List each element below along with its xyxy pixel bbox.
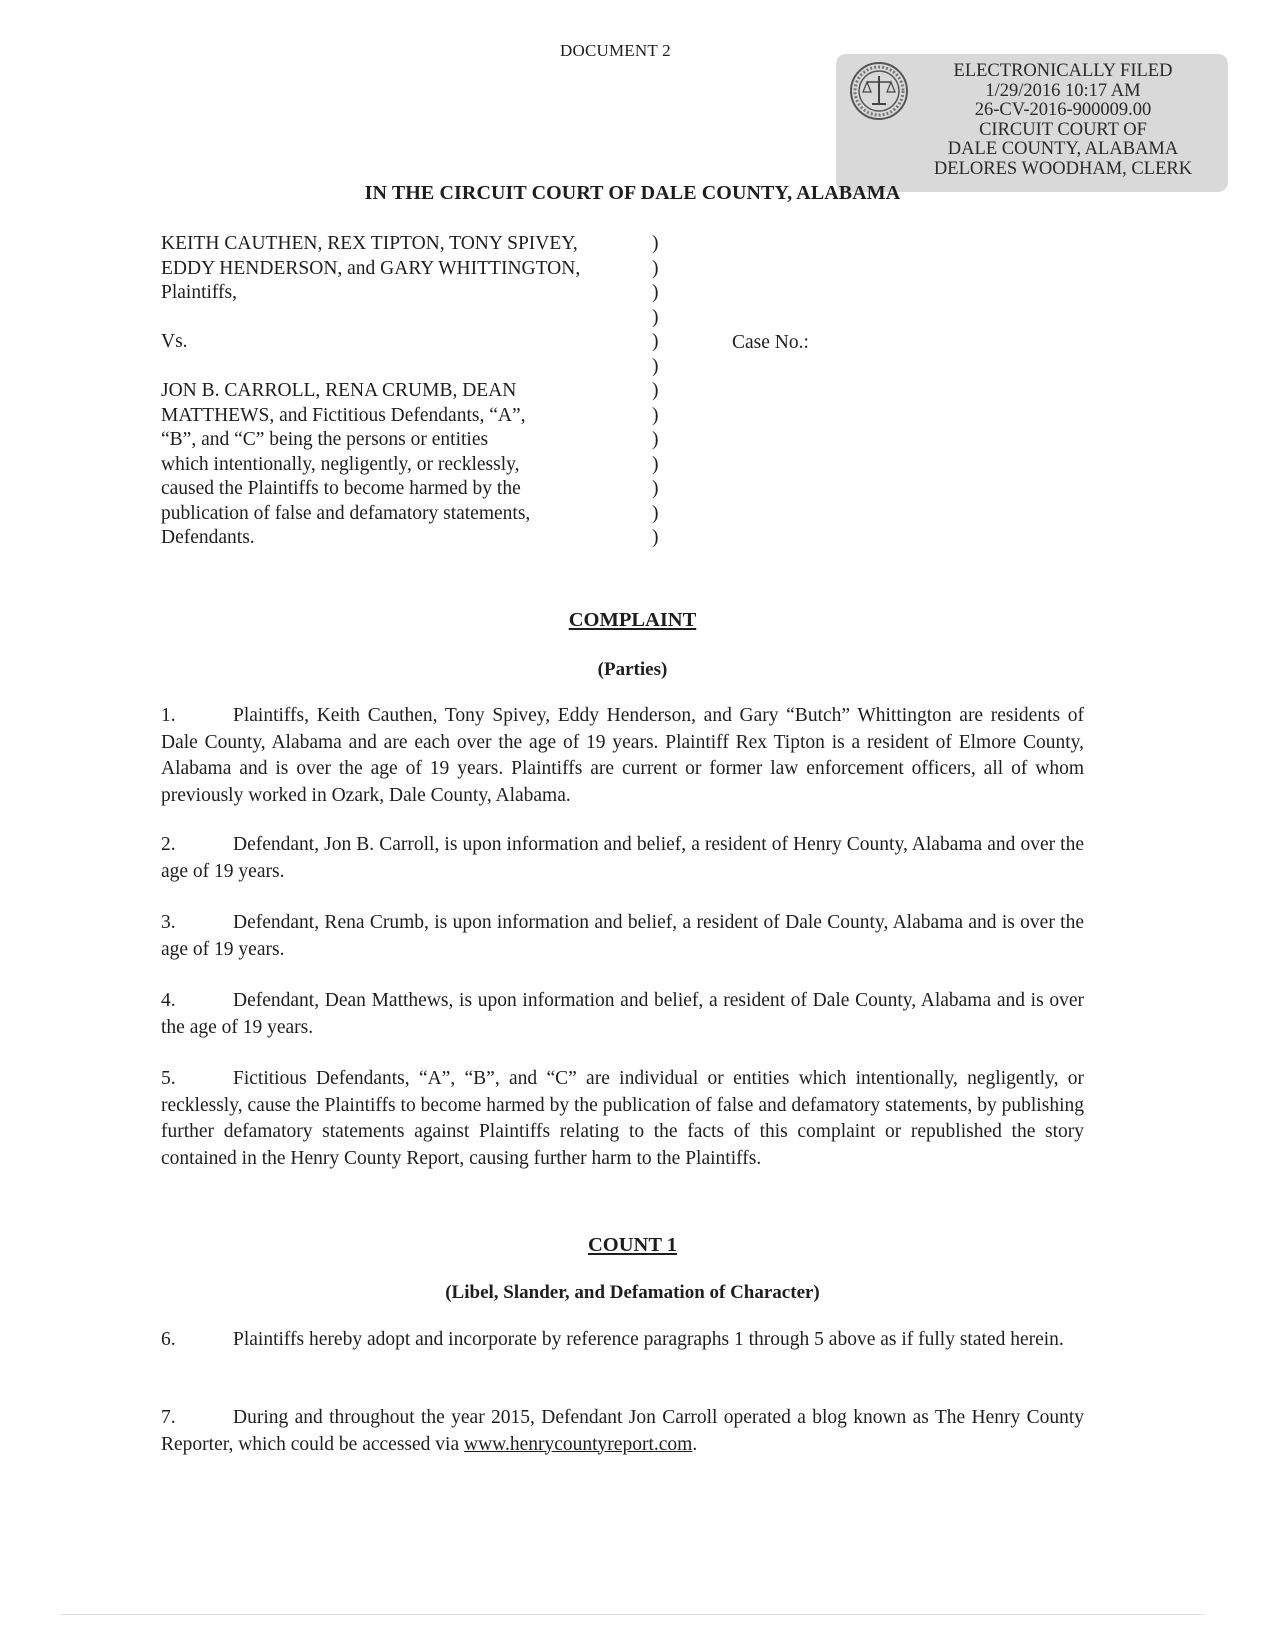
paragraph-number: 6. xyxy=(161,1329,176,1350)
caption-paren: ) xyxy=(652,478,659,499)
paragraph-text: Plaintiffs hereby adopt and incorporate by reference paragraphs 1 through 5 above as if fully stated herein. xyxy=(233,1329,1064,1350)
paragraph-5 xyxy=(161,1066,1084,1172)
paragraph-number: 1. xyxy=(161,705,176,726)
caption-paren: ) xyxy=(652,355,659,377)
court-heading: IN THE CIRCUIT COURT OF DALE COUNTY, ALABAMA xyxy=(364,182,901,204)
paragraph-number: 2. xyxy=(161,834,176,855)
paragraph-number: 3. xyxy=(161,912,176,933)
caption-paren: ) xyxy=(652,233,659,254)
caption-paren: ) xyxy=(652,527,659,548)
paragraph-trailing: . xyxy=(692,1433,698,1455)
caption-line: KEITH CAUTHEN, REX TIPTON, TONY SPIVEY, xyxy=(161,233,578,254)
caption-line: caused the Plaintiffs to become harmed by the xyxy=(161,478,521,499)
caption-paren: ) xyxy=(652,380,659,401)
parties-subtitle: (Parties) xyxy=(597,659,668,680)
paragraph-text: Fictitious Defendants, “A”, “B”, and “C” are individual or entities which intentionally, negligently, or recklessly, cause the Plaintiffs to become harmed by the publication of false and defamatory statements, by publishing further defamatory statements against Plaintiffs relating to the facts of this complaint or republished the story contained in the Henry County Report, causing further harm to the Plaintiffs. xyxy=(161,1068,1084,1169)
caption-line xyxy=(161,355,641,380)
caption-line: Vs. xyxy=(161,331,188,352)
caption-paren: ) xyxy=(652,502,659,524)
paragraph-text: During and throughout the year 2015, Defendant Jon Carroll operated a blog known as The Henry County Reporter, which could be accessed via xyxy=(161,1407,1084,1455)
caption-line: Defendants. xyxy=(161,527,255,548)
paragraph-text: Defendant, Rena Crumb, is upon information and belief, a resident of Dale County, Alabama and is over the age of 19 years. xyxy=(161,912,1084,960)
count-subtitle: (Libel, Slander, and Defamation of Character) xyxy=(445,1282,820,1303)
paragraph-1 xyxy=(161,703,1084,809)
filing-stamp xyxy=(836,54,1228,192)
caption-paren: ) xyxy=(652,282,659,303)
document-label: DOCUMENT 2 xyxy=(560,41,671,60)
stamp-line: CIRCUIT COURT OF xyxy=(979,119,1147,140)
paragraph-7 xyxy=(161,1405,1084,1458)
complaint-title: COMPLAINT xyxy=(568,609,697,631)
paragraph-text: Defendant, Dean Matthews, is upon information and belief, a resident of Dale County, Alabama and is over the age of 19 years. xyxy=(161,990,1084,1038)
stamp-line: DALE COUNTY, ALABAMA xyxy=(947,139,1179,160)
caption-paren: ) xyxy=(652,429,659,450)
caption-line: MATTHEWS, and Fictitious Defendants, “A”, xyxy=(161,404,526,426)
caption-paren: ) xyxy=(652,453,659,475)
stamp-line: ELECTRONICALLY FILED xyxy=(953,61,1173,81)
caption-paren: ) xyxy=(652,306,659,328)
caption-line: JON B. CARROLL, RENA CRUMB, DEAN xyxy=(161,380,517,401)
stamp-line: DELORES WOODHAM, CLERK xyxy=(933,158,1193,179)
paragraph-number: 4. xyxy=(161,990,176,1011)
paragraph-6 xyxy=(161,1327,1084,1354)
website-link[interactable]: www.henrycountyreport.com xyxy=(463,1433,693,1455)
caption-line: Plaintiffs, xyxy=(161,282,238,303)
count-title: COUNT 1 xyxy=(587,1234,678,1256)
paragraph-number: 5. xyxy=(161,1068,176,1089)
caption-line xyxy=(161,306,641,331)
caption-line: which intentionally, negligently, or recklessly, xyxy=(161,453,520,475)
paragraph-2 xyxy=(161,832,1084,885)
paragraph-number: 7. xyxy=(161,1407,176,1428)
caption-line: publication of false and defamatory statements, xyxy=(161,502,531,524)
caption-line: “B”, and “C” being the persons or entities xyxy=(161,429,489,450)
case-caption xyxy=(161,232,641,551)
paragraph-text: Defendant, Jon B. Carroll, is upon information and belief, a resident of Henry County, Alabama and over the age of 19 years. xyxy=(161,834,1084,882)
caption-paren: ) xyxy=(652,404,659,426)
paragraph-4 xyxy=(161,988,1084,1041)
case-number-label: Case No.: xyxy=(732,332,809,353)
stamp-text xyxy=(898,62,1228,180)
stamp-line: 26-CV-2016-900009.00 xyxy=(974,100,1152,121)
bottom-rule xyxy=(60,1614,1205,1615)
paragraph-text: Plaintiffs, Keith Cauthen, Tony Spivey, Eddy Henderson, and Gary “Butch” Whittington are residents of Dale County, Alabama and are each over the age of 19 years. Plaintiff Rex Tipton is a resident of Elmore County, Alabama and is over the age of 19 years. Plaintiffs are current or former law enforcement officers, all of whom previously worked in Ozark, Dale County, Alabama. xyxy=(161,705,1084,806)
caption-paren: ) xyxy=(652,331,659,352)
paragraph-3 xyxy=(161,910,1084,963)
caption-line: EDDY HENDERSON, and GARY WHITTINGTON, xyxy=(161,257,581,279)
caption-paren: ) xyxy=(652,257,659,279)
caption-parens xyxy=(652,232,672,551)
stamp-line: 1/29/2016 10:17 AM xyxy=(985,80,1141,101)
